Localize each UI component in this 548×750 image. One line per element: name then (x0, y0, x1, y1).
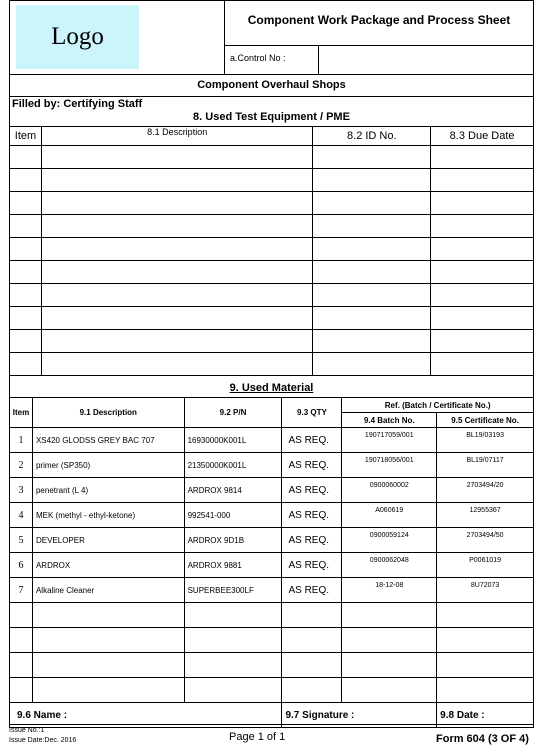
row-qty[interactable]: AS REQ. (282, 578, 342, 603)
row-part-number[interactable]: 16930000K001L (184, 428, 282, 453)
row-batch-no[interactable]: 190717059/001 (342, 428, 437, 453)
cell[interactable] (431, 146, 534, 169)
logo-text: Logo (51, 23, 104, 50)
table-header-row (10, 127, 534, 146)
shop-title: Component Overhaul Shops (197, 79, 346, 91)
col-item: Item (10, 127, 42, 146)
cell[interactable] (431, 169, 534, 192)
row-description[interactable]: penetrant (L 4) (32, 478, 184, 503)
cell[interactable] (41, 261, 312, 284)
cell[interactable] (313, 284, 431, 307)
cell[interactable] (282, 603, 342, 628)
cell[interactable] (41, 238, 312, 261)
cell[interactable] (431, 330, 534, 353)
table-row (10, 678, 534, 703)
row-qty[interactable]: AS REQ. (282, 453, 342, 478)
row-part-number[interactable]: ARDROX 9814 (184, 478, 282, 503)
cell[interactable] (10, 653, 33, 678)
row-certificate-no[interactable]: 2703494/50 (437, 528, 534, 553)
header-bottom-rule (9, 74, 534, 75)
cell[interactable] (313, 169, 431, 192)
row-qty[interactable]: AS REQ. (282, 503, 342, 528)
row-qty[interactable]: AS REQ. (282, 428, 342, 453)
col-qty: 9.3 QTY (282, 398, 342, 428)
cell[interactable] (313, 353, 431, 376)
form-title: Component Work Package and Process Sheet (247, 13, 511, 27)
cell[interactable] (10, 678, 33, 703)
row-item: 1 (10, 428, 33, 453)
row-part-number[interactable]: SUPERBEE300LF (184, 578, 282, 603)
row-description[interactable]: Alkaline Cleaner (32, 578, 184, 603)
table-row (10, 578, 534, 603)
form-number: Form 604 (3 OF 4) (436, 733, 529, 745)
filled-by: Filled by: Certifying Staff (12, 98, 143, 110)
cell[interactable] (342, 603, 437, 628)
row-item: 6 (10, 553, 33, 578)
table-row (10, 284, 534, 307)
shop-rule (9, 96, 534, 97)
table-row (10, 192, 534, 215)
cell[interactable] (41, 284, 312, 307)
cell[interactable] (431, 307, 534, 330)
row-batch-no[interactable]: 0900062048 (342, 553, 437, 578)
col-due-date: 8.3 Due Date (431, 127, 534, 146)
cell[interactable] (437, 628, 534, 653)
cell[interactable] (313, 146, 431, 169)
col-description: 8.1 Description (41, 127, 312, 146)
table-row (10, 628, 534, 653)
table-row (10, 261, 534, 284)
row-certificate-no[interactable]: 2703494/20 (437, 478, 534, 503)
table-header-row (10, 398, 534, 413)
cell[interactable] (342, 678, 437, 703)
cell[interactable] (431, 353, 534, 376)
cell[interactable] (10, 192, 42, 215)
cell[interactable] (313, 192, 431, 215)
table-row (10, 528, 534, 553)
table-row (10, 653, 534, 678)
cell[interactable] (41, 307, 312, 330)
table-row (10, 703, 534, 728)
row-qty[interactable]: AS REQ. (282, 528, 342, 553)
cell[interactable] (10, 146, 42, 169)
section9-title (9, 382, 534, 394)
cell[interactable] (32, 603, 184, 628)
table-row (10, 146, 534, 169)
cell[interactable] (437, 653, 534, 678)
table-row (10, 307, 534, 330)
page-number: Page 1 of 1 (229, 731, 286, 743)
cell[interactable] (431, 192, 534, 215)
col-id-no: 8.2 ID No. (313, 127, 431, 146)
cell[interactable] (10, 330, 42, 353)
row-batch-no[interactable]: 190718056/001 (342, 453, 437, 478)
row-description[interactable]: primer (SP350) (32, 453, 184, 478)
table-row (10, 603, 534, 628)
cell[interactable] (342, 628, 437, 653)
cell[interactable] (10, 628, 33, 653)
cell[interactable] (10, 169, 42, 192)
table-row (10, 453, 534, 478)
cell[interactable] (10, 238, 42, 261)
table-row (10, 503, 534, 528)
used-material-table (9, 397, 534, 728)
name-field[interactable]: 9.6 Name : (10, 703, 282, 728)
section8-title: 8. Used Test Equipment / PME (193, 111, 350, 123)
cell[interactable] (282, 678, 342, 703)
cell[interactable] (32, 653, 184, 678)
table-row (10, 353, 534, 376)
row-item: 3 (10, 478, 33, 503)
row-qty[interactable]: AS REQ. (282, 478, 342, 503)
cell[interactable] (313, 307, 431, 330)
row-part-number[interactable]: 21350000K001L (184, 453, 282, 478)
row-certificate-no[interactable]: BL19/07117 (437, 453, 534, 478)
cell[interactable] (437, 603, 534, 628)
control-no-label: a.Control No : (230, 53, 286, 63)
control-no-field[interactable] (319, 46, 533, 73)
cell[interactable] (313, 238, 431, 261)
cell[interactable] (10, 215, 42, 238)
row-item: 5 (10, 528, 33, 553)
date-field[interactable]: 9.8 Date : (437, 703, 534, 728)
cell[interactable] (342, 653, 437, 678)
cell[interactable] (32, 628, 184, 653)
cell[interactable] (431, 284, 534, 307)
cell[interactable] (437, 678, 534, 703)
row-certificate-no[interactable]: P0061019 (437, 553, 534, 578)
cell[interactable] (313, 215, 431, 238)
row-description[interactable]: MEK (methyl - ethyl-ketone) (32, 503, 184, 528)
cell[interactable] (431, 261, 534, 284)
row-part-number[interactable]: ARDROX 9D1B (184, 528, 282, 553)
col-reference: Ref. (Batch / Certificate No.) (342, 398, 534, 413)
issue-date: Issue Date:Dec. 2016 (9, 737, 77, 744)
table-row (10, 215, 534, 238)
table-row (10, 553, 534, 578)
col-batch-no: 9.4 Batch No. (342, 413, 437, 428)
cell[interactable] (184, 628, 282, 653)
cell[interactable] (41, 215, 312, 238)
table-row (10, 428, 534, 453)
table-row (10, 169, 534, 192)
row-item: 7 (10, 578, 33, 603)
row-certificate-no[interactable]: 8U72073 (437, 578, 534, 603)
cell[interactable] (10, 284, 42, 307)
cell[interactable] (41, 330, 312, 353)
row-description[interactable]: XS420 GLODSS GREY BAC 707 (32, 428, 184, 453)
issue-no: Issue No.:1 (9, 727, 45, 734)
row-batch-no[interactable]: A060619 (342, 503, 437, 528)
cell[interactable] (184, 603, 282, 628)
section9-title-text: 9. Used Material (229, 382, 314, 394)
cell[interactable] (41, 353, 312, 376)
row-item: 2 (10, 453, 33, 478)
cell[interactable] (313, 330, 431, 353)
cell[interactable] (10, 307, 42, 330)
logo (16, 5, 139, 69)
signature-field[interactable]: 9.7 Signature : (282, 703, 437, 728)
table-row (10, 478, 534, 503)
cell[interactable] (184, 653, 282, 678)
row-part-number[interactable]: ARDROX 9881 (184, 553, 282, 578)
cell[interactable] (10, 261, 42, 284)
row-item: 4 (10, 503, 33, 528)
row-certificate-no[interactable]: 12955367 (437, 503, 534, 528)
col-item: Item (10, 398, 33, 428)
cell[interactable] (32, 678, 184, 703)
cell[interactable] (10, 353, 42, 376)
table-row (10, 330, 534, 353)
cell[interactable] (313, 261, 431, 284)
col-certificate-no: 9.5 Certificate No. (437, 413, 534, 428)
cell[interactable] (41, 169, 312, 192)
cell[interactable] (282, 653, 342, 678)
header-divider (224, 0, 225, 74)
test-equipment-table (9, 126, 534, 376)
row-batch-no[interactable]: 18-12-08 (342, 578, 437, 603)
row-certificate-no[interactable]: BL19/03193 (437, 428, 534, 453)
cell[interactable] (184, 678, 282, 703)
cell[interactable] (282, 628, 342, 653)
cell[interactable] (431, 215, 534, 238)
cell[interactable] (10, 603, 33, 628)
cell[interactable] (431, 238, 534, 261)
row-batch-no[interactable]: 0900060002 (342, 478, 437, 503)
cell[interactable] (41, 192, 312, 215)
row-description[interactable]: ARDROX (32, 553, 184, 578)
table-row (10, 238, 534, 261)
row-qty[interactable]: AS REQ. (282, 553, 342, 578)
col-description: 9.1 Description (32, 398, 184, 428)
row-batch-no[interactable]: 0900059124 (342, 528, 437, 553)
row-part-number[interactable]: 992541-000 (184, 503, 282, 528)
col-part-number: 9.2 P/N (184, 398, 282, 428)
row-description[interactable]: DEVELOPER (32, 528, 184, 553)
cell[interactable] (41, 146, 312, 169)
